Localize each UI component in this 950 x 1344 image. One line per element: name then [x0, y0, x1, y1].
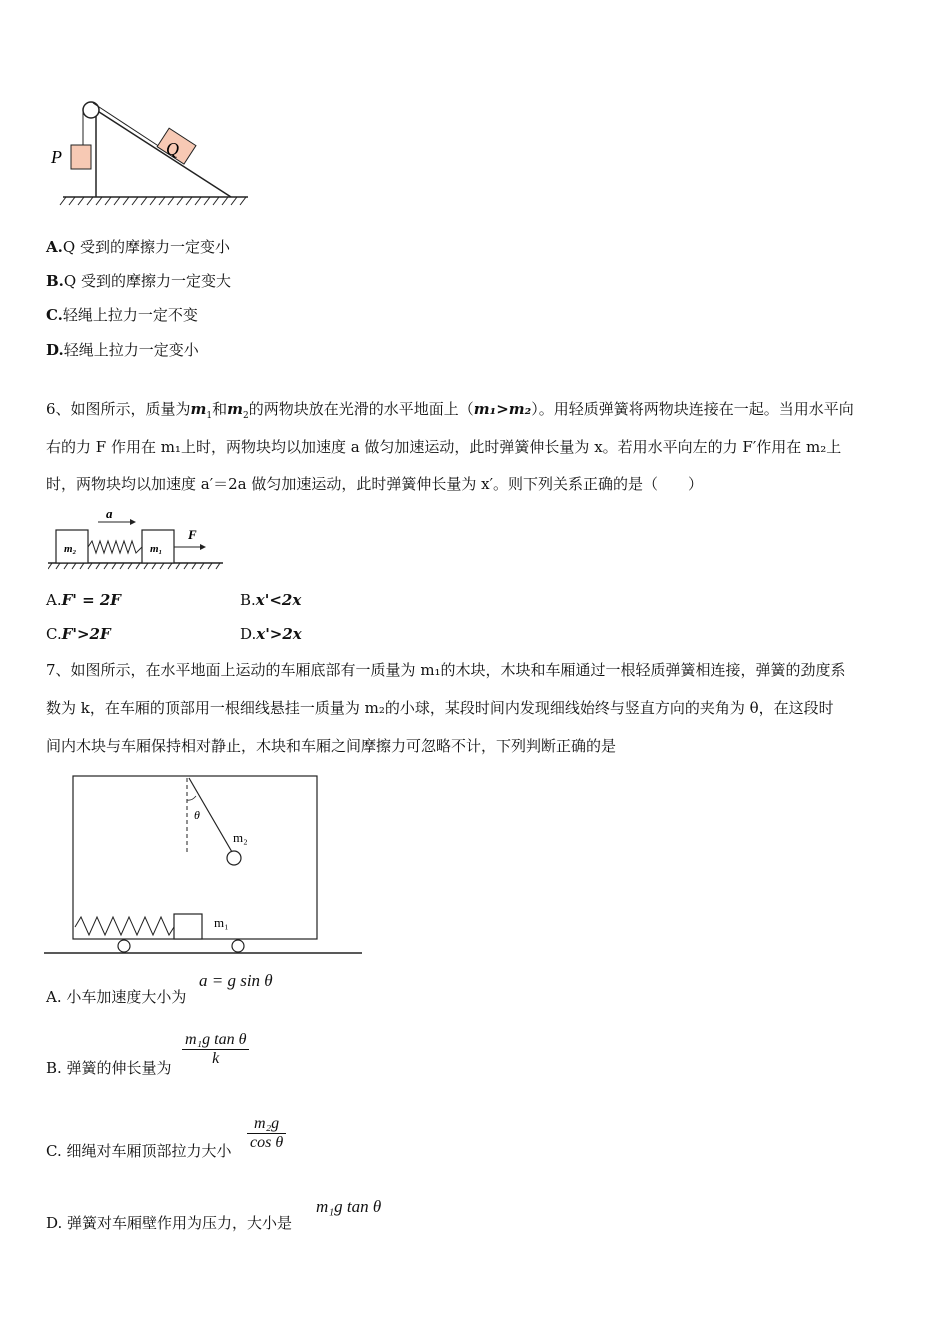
- acceleration-label: a: [106, 506, 113, 521]
- q6-stem-line1: 6、如图所示，质量为$m_1$和$m_2$的两物块放在光滑的水平地面上（m₁>m₂）。用轻质弹簧将两物块连接在一起。当用水平向: [46, 400, 854, 421]
- angle-theta-label: θ: [194, 808, 200, 822]
- q5-option-d: D.轻绳上拉力一定变小: [46, 341, 199, 359]
- q5-option-a: A.Q 受到的摩擦力一定变小: [46, 238, 230, 256]
- force-label: F: [188, 527, 197, 542]
- q7-option-a-formula: a = g sin θ: [199, 971, 273, 990]
- q6-option-a: A.F' = 2F: [46, 591, 121, 609]
- ball-m2-label: m₂: [233, 830, 248, 845]
- q7-stem-line2: 数为 k，在车厢的顶部用一根细线悬挂一质量为 m₂的小球，某段时间内发现细线始终与竖直方向的夹角为 θ，在这段时: [46, 699, 834, 717]
- block-q-label: Q: [166, 139, 179, 159]
- q6-option-c: C.F'>2F: [46, 625, 111, 643]
- q6-stem-line3: 时，两物块均以加速度 a′＝2a 做匀加速运动，此时弹簧伸长量为 x′。则下列关系正确的是（ ）: [46, 475, 704, 493]
- carriage-pendulum-figure: [44, 772, 366, 960]
- fraction-numerator: m₁g tan θ: [182, 1031, 249, 1050]
- block-m1-label: m₁: [150, 543, 163, 555]
- q6-option-d: D.x'>2x: [240, 625, 302, 643]
- q7-option-c-fraction: [247, 1115, 286, 1152]
- block-p-label: P: [51, 147, 62, 167]
- q5-option-c: C.轻绳上拉力一定不变: [46, 306, 198, 324]
- incline-pulley-figure: [48, 95, 258, 210]
- block-m1-label: m₁: [214, 915, 229, 930]
- spring-blocks-figure: [48, 505, 228, 575]
- q6-option-b: B.x'<2x: [240, 591, 302, 609]
- q7-option-b: B. 弹簧的伸长量为: [46, 1059, 172, 1077]
- q6-stem-line2: 右的力 F 作用在 m₁上时，两物块均以加速度 a 做匀加速运动，此时弹簧伸长量为 x。若用水平向左的力 F′作用在 m₂上: [46, 438, 842, 456]
- q7-option-d: D. 弹簧对车厢壁作用为压力，大小是: [46, 1214, 293, 1232]
- fraction-denominator: cos θ: [250, 1134, 284, 1151]
- q7-option-c: C. 细绳对车厢顶部拉力大小: [46, 1142, 232, 1160]
- q7-stem-line3: 间内木块与车厢保持相对静止，木块和车厢之间摩擦力可忽略不计，下列判断正确的是: [46, 737, 617, 755]
- q7-stem-line1: 7、如图所示，在水平地面上运动的车厢底部有一质量为 m₁的木块，木块和车厢通过一根轻质弹簧相连接，弹簧的劲度系: [46, 661, 846, 679]
- q7-option-d-formula: m₁g tan θ: [316, 1197, 382, 1216]
- q7-option-a: A. 小车加速度大小为: [46, 988, 187, 1006]
- fraction-numerator: m₂g: [247, 1115, 286, 1134]
- fraction-denominator: k: [212, 1050, 220, 1067]
- block-m2-label: m₂: [64, 543, 77, 555]
- q7-option-b-fraction: [182, 1031, 249, 1068]
- q5-option-b: B.Q 受到的摩擦力一定变大: [46, 272, 231, 290]
